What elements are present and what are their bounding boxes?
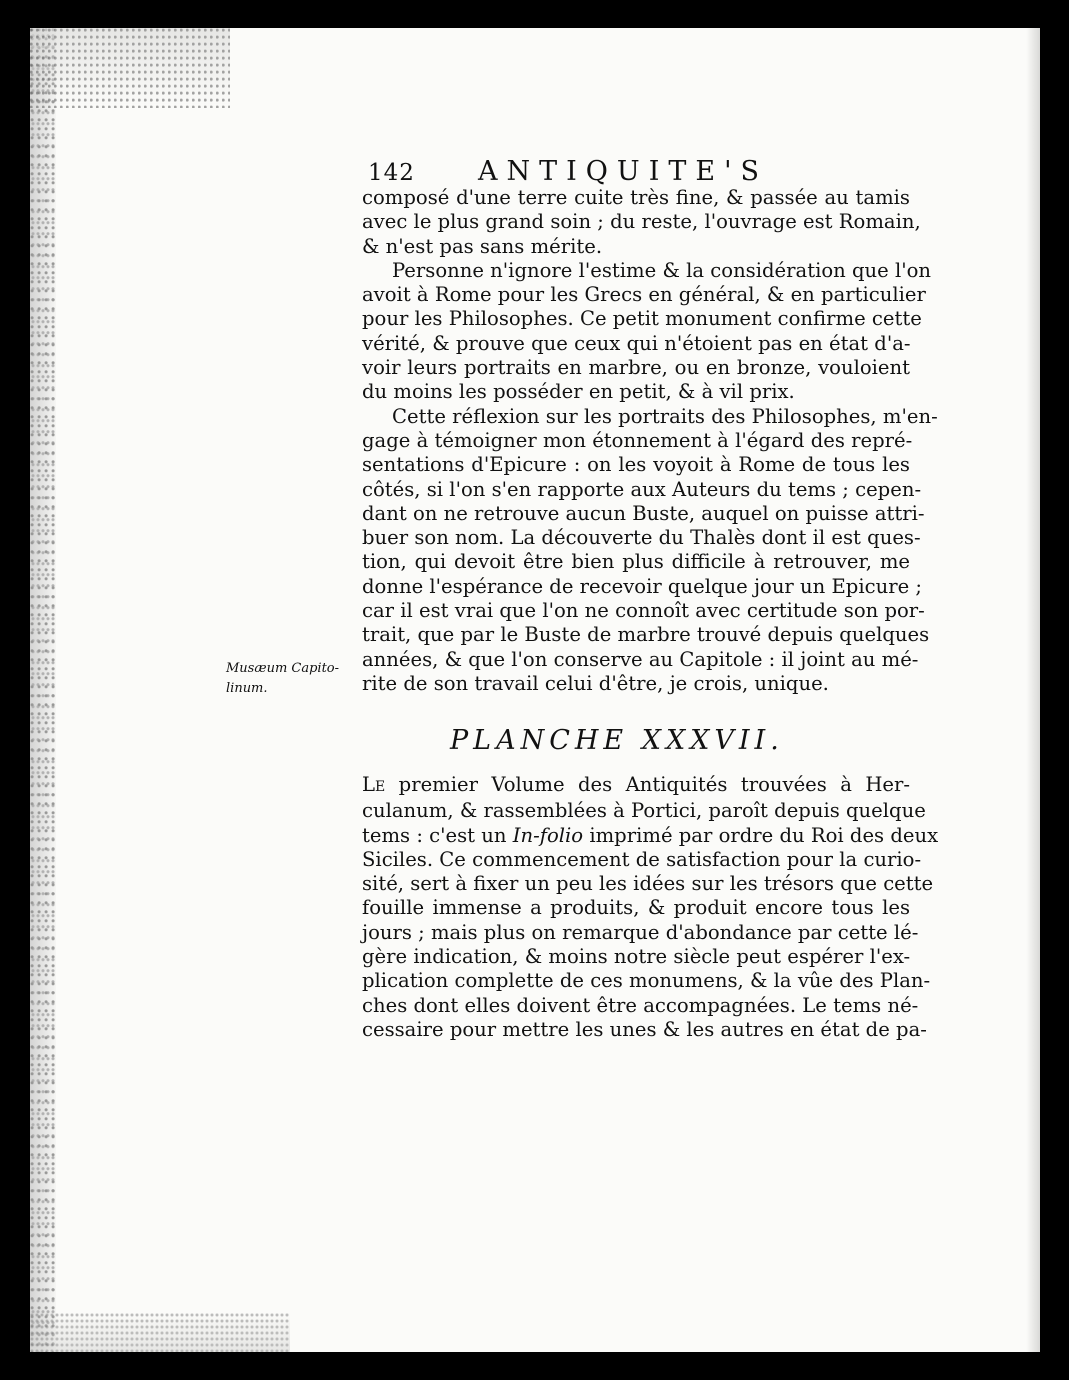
initial-letter: L — [362, 773, 376, 796]
body-text-section-1 — [362, 186, 938, 696]
text-line: ches dont elles doivent être accompagnées. Le tems né- — [362, 993, 919, 1017]
line-part: imprimé par ordre du Roi des deux — [583, 823, 939, 847]
text-line: avoit à Rome pour les Grecs en général, & en particulier — [362, 283, 926, 307]
body-text-section-2 — [362, 773, 939, 1042]
text-line: culanum, & rassemblées à Portici, paroît depuis quelque — [362, 799, 926, 823]
text-line: dant on ne retrouve aucun Buste, auquel on puisse attri- — [362, 501, 925, 525]
text-line: gage à témoigner mon étonnement à l'égard des repré- — [362, 428, 913, 452]
initial-smallcap: E — [375, 779, 386, 795]
text-line: Personne n'ignore l'estime & la considération que l'on — [392, 258, 932, 282]
text-line: rite de son travail celui d'être, je crois, unique. — [362, 671, 829, 695]
text-line: pour les Philosophes. Ce petit monument confirme cette — [362, 307, 922, 331]
text-line: trait, que par le Buste de marbre trouvé depuis quelques — [362, 623, 930, 647]
text-line: fouille immense a produits, & produit encore tous les — [362, 896, 910, 920]
margin-note-line: linum. — [226, 681, 268, 696]
line-rest: premier Volume des Antiquités trouvées à Her- — [385, 773, 910, 796]
text-line: du moins les posséder en petit, & à vil prix. — [362, 380, 795, 404]
text-line: années, & que l'on conserve au Capitole : il joint au mé- — [362, 647, 919, 671]
page-header — [368, 156, 908, 190]
running-title: ANTIQUITE'S — [478, 156, 768, 187]
text-line: gère indication, & moins notre siècle peut espérer l'ex- — [362, 945, 911, 969]
plate-title: PLANCHE XXXVII. — [450, 725, 784, 756]
text-line: Cette réflexion sur les portraits des Philosophes, m'en- — [392, 404, 938, 428]
text-line: & n'est pas sans mérite. — [362, 234, 603, 258]
text-line: plication complette de ces monumens, & la vûe des Plan- — [362, 969, 931, 993]
text-line: car il est vrai que l'on ne connoît avec certitude son por- — [362, 599, 925, 623]
text-line: sentations d'Epicure : on les voyoit à Rome de tous les — [362, 453, 910, 477]
page-number: 142 — [368, 160, 415, 186]
text-line: côtés, si l'on s'en rapporte aux Auteurs du tems ; cepen- — [362, 477, 922, 501]
text-line — [362, 823, 939, 848]
text-line: sité, sert à fixer un peu les idées sur les trésors que cette — [362, 872, 934, 896]
text-line — [362, 773, 910, 799]
scan-edge-corner — [30, 28, 230, 108]
margin-note — [226, 659, 356, 699]
margin-note-line: Musæum Capito- — [226, 661, 340, 676]
italic-title: In-folio — [512, 823, 584, 847]
text-line: composé d'une terre cuite très fine, & passée au tamis — [362, 186, 910, 209]
scan-edge-bottom — [30, 1312, 290, 1352]
text-line: donne l'espérance de recevoir quelque jour un Epicure ; — [362, 574, 922, 598]
line-part: tems : c'est un — [362, 823, 513, 847]
scan-edge-right — [1026, 28, 1040, 1352]
text-line: voir leurs portraits en marbre, ou en bronze, vouloient — [362, 356, 910, 380]
text-line: avec le plus grand soin ; du reste, l'ouvrage est Romain, — [362, 210, 921, 234]
scanned-page — [30, 28, 1040, 1352]
text-line: tion, qui devoit être bien plus difficile à retrouver, me — [362, 550, 910, 574]
text-line: jours ; mais plus on remarque d'abondance par cette lé- — [362, 920, 919, 944]
text-line: Siciles. Ce commencement de satisfaction pour la curio- — [362, 847, 922, 871]
text-line: cessaire pour mettre les unes & les autres en état de pa- — [362, 1017, 927, 1041]
text-line: buer son nom. La découverte du Thalès dont il est ques- — [362, 526, 921, 550]
text-line: vérité, & prouve que ceux qui n'étoient pas en état d'a- — [362, 331, 911, 355]
scan-edge-left — [30, 28, 56, 1352]
